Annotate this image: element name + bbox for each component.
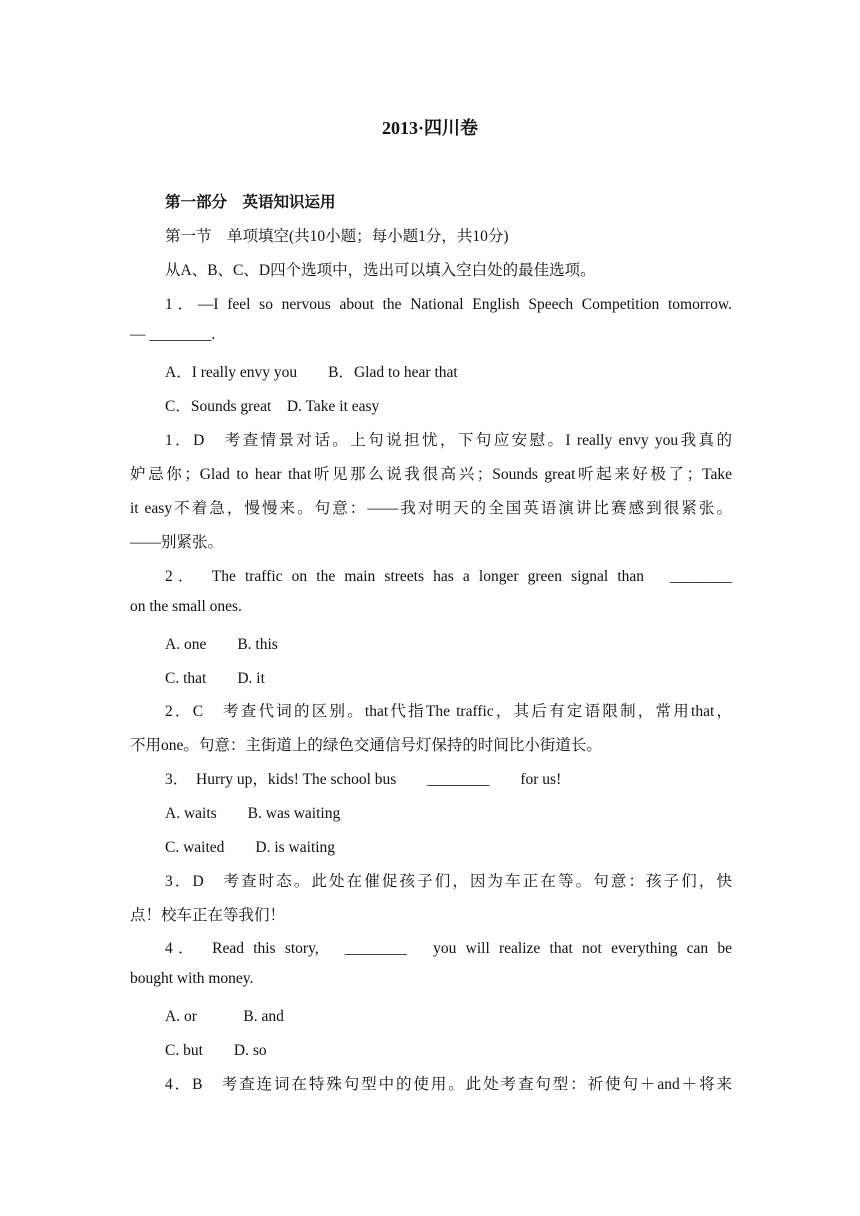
answer-2-line-1: 2．C 考查代词的区别。that代指The traffic，其后有定语限制，常用that， bbox=[165, 703, 732, 720]
question-2-options-cd: C. that D. it bbox=[165, 670, 265, 687]
page-title: 2013·四川卷 bbox=[381, 118, 478, 138]
answer-1-line-2: 妒忌你；Glad to hear that听见那么说我很高兴；Sounds great听起来好极了；Take bbox=[130, 466, 732, 483]
question-2-stem: 2． The traffic on the main streets has a longer green signal than ________ bbox=[165, 568, 732, 585]
question-1-stem: 1．—I feel so nervous about the National English Speech Competition tomorrow. bbox=[165, 296, 732, 313]
answer-3-line-2: 点！校车正在等我们！ bbox=[130, 907, 286, 924]
question-3-options-cd: C. waited D. is waiting bbox=[165, 839, 336, 856]
question-4-stem-cont: bought with money. bbox=[130, 970, 254, 987]
question-3-options-ab: A. waits B. was waiting bbox=[165, 805, 341, 822]
question-2-options-ab: A. one B. this bbox=[165, 636, 278, 653]
answer-1-line-1: 1．D 考查情景对话。上句说担忧，下句应安慰。I really envy you我真的 bbox=[165, 432, 732, 449]
question-4-options-ab: A. or B. and bbox=[165, 1008, 284, 1025]
question-1-options-cd: C．Sounds great D. Take it easy bbox=[165, 398, 380, 415]
question-1-response: — ________. bbox=[130, 326, 216, 343]
answer-2-line-2: 不用one。句意：主街道上的绿色交通信号灯保持的时间比小街道长。 bbox=[130, 737, 602, 754]
question-4-stem: 4． Read this story, ________ you will realize that not everything can be bbox=[165, 940, 732, 957]
answer-3-line-1: 3．D 考查时态。此处在催促孩子们，因为车正在等。句意：孩子们，快 bbox=[165, 873, 732, 890]
question-1-options-ab: A．I really envy you B．Glad to hear that bbox=[165, 364, 458, 381]
instructions: 从A、B、C、D四个选项中，选出可以填入空白处的最佳选项。 bbox=[165, 262, 596, 279]
answer-1-line-4: ——别紧张。 bbox=[130, 534, 224, 551]
question-4-options-cd: C. but D. so bbox=[165, 1042, 267, 1059]
answer-1-line-3: it easy不着急，慢慢来。句意：——我对明天的全国英语演讲比赛感到很紧张。 bbox=[130, 500, 732, 517]
answer-4-line-1: 4．B 考查连词在特殊句型中的使用。此处考查句型：祈使句＋and＋将来 bbox=[165, 1076, 732, 1093]
section-heading: 第一部分 英语知识运用 bbox=[165, 194, 336, 211]
question-2-stem-cont: on the small ones. bbox=[130, 598, 242, 615]
question-3-stem: 3． Hurry up，kids! The school bus ________ for us! bbox=[165, 771, 562, 788]
subsection-heading: 第一节 单项填空(共10小题；每小题1分，共10分) bbox=[165, 228, 509, 245]
